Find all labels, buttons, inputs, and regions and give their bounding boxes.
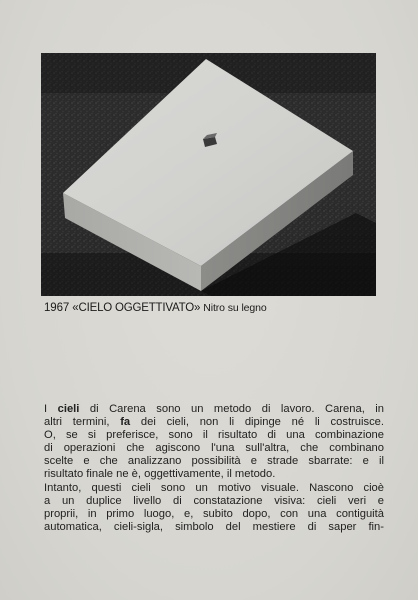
text-line: Intanto, questi cieli sono un motivo visuale. Nascono cioè	[44, 481, 384, 494]
text-line: altri termini, fa dei cieli, non li dipinge né li costruisce.	[44, 416, 385, 429]
caption-year: 1967	[44, 302, 70, 314]
text-line: automatica, cieli-sigla, simbolo del mestiere di saper fin-	[44, 520, 384, 533]
artwork-caption	[44, 302, 267, 314]
caption-medium: Nitro su legno	[203, 302, 267, 314]
artwork-photograph	[41, 53, 376, 296]
text-line: di operazioni che agiscono l'una sull'altra, che combinano	[44, 442, 384, 455]
body-paragraph	[44, 403, 384, 534]
artwork-photograph-image	[41, 53, 376, 296]
text-line: I cieli di Carena sono un metodo di lavoro. Carena, in	[44, 403, 384, 415]
text-line: risultato finale ne è, oggettivamente, il metodo.	[44, 468, 276, 481]
text-line: proprii, in primo luogo, e, subito dopo, con una contiguità	[44, 507, 384, 520]
text-line: scelte e che analizzano possibilità e strade sbarrate: e il	[44, 455, 384, 468]
text-line: a un duplice livello di constatazione visiva: cieli veri e	[44, 494, 384, 507]
text-line: O, se si preferisce, sono il risultato di una combinazione	[44, 429, 384, 442]
caption-title: «CIELO OGGETTIVATO»	[72, 302, 201, 314]
